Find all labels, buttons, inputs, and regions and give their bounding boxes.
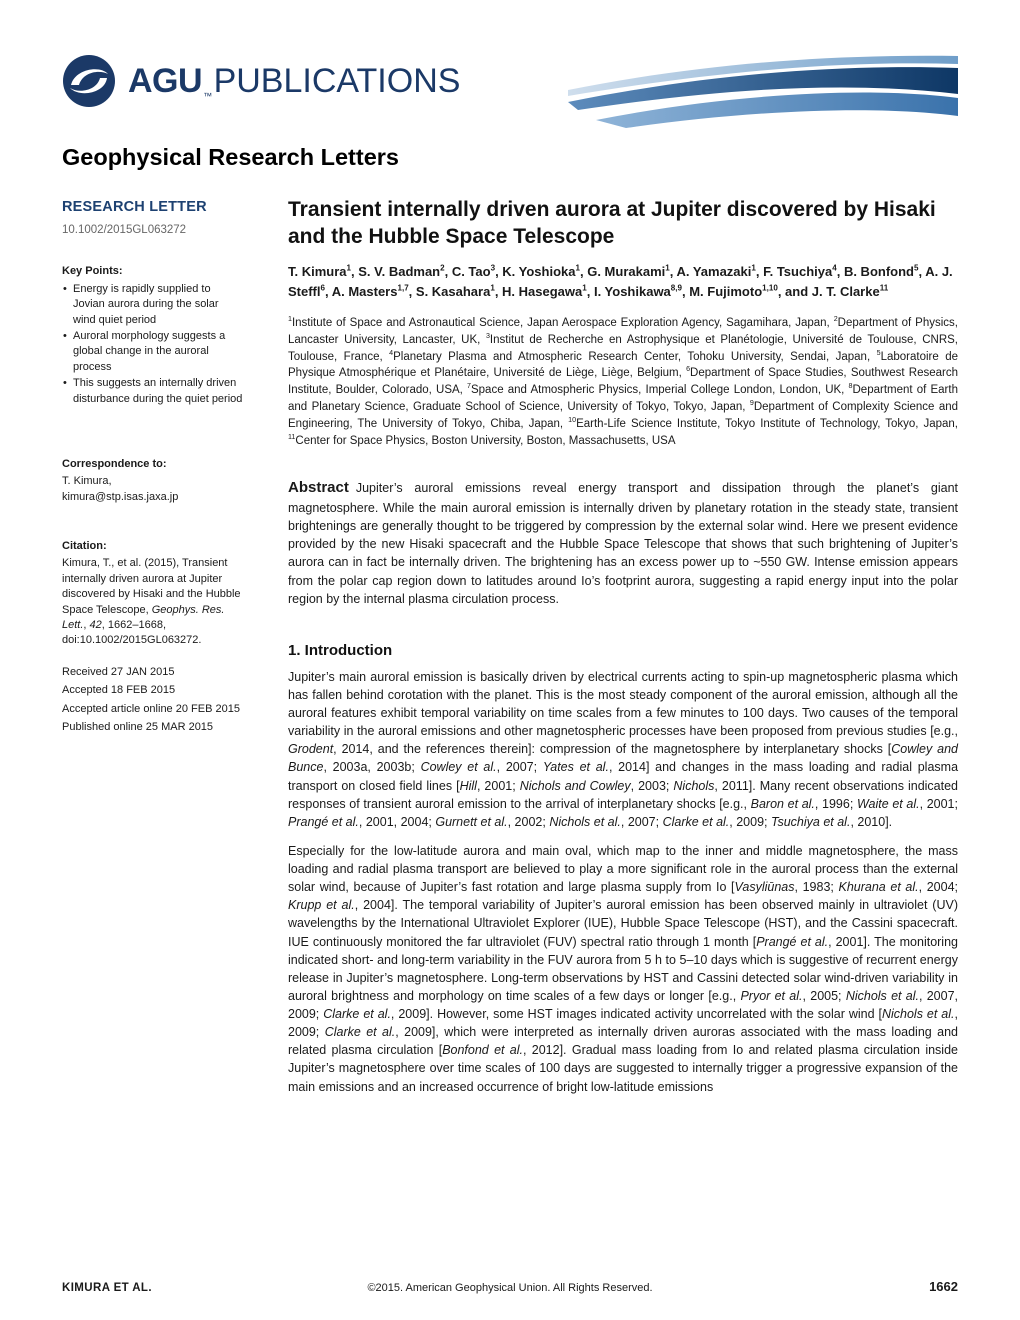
correspondence-block	[62, 457, 244, 505]
affiliations: $^1$Institute of Space and Astronautical Science, Japan Aerospace Exploration Agency, Sagamihara, Japan, $^2$Department of Physics, Lancaster University, Lancaster, UK, $^3$Institut de Recherche en Astrophysique et Planétologie, Université de Toulouse, CNRS, Toulouse, France, $^4$Planetary Plasma and Atmospheric Research Center, Tohoku University, Sendai, Japan, $^5$Laboratoire de Physique Atmosphérique et Planétaire, Université de Liège, Liège, Belgium, $^6$Department of Space Studies, Southwest Research Institute, Boulder, Colorado, USA, $^7$Space and Atmospheric Physics, Imperial College London, London, UK, $^8$Department of Earth and Planetary Science, Graduate School of Science, University of Tokyo, Tokyo, Japan, $^9$Department of Complexity Science and Engineering, The University of Tokyo, Chiba, Japan, $^{10}$Earth-Life Science Institute, Tokyo Institute of Technology, Tokyo, Japan, $^{11}$Center for Space Physics, Boston University, Boston, Massachusetts, USA	[288, 315, 959, 447]
key-point: • Auroral morphology suggests a global change in the auroral process	[62, 329, 244, 375]
citation-title: Citation:	[62, 540, 107, 553]
article-layout	[62, 197, 958, 1107]
article-info-column	[62, 197, 244, 1107]
key-point: • Energy is rapidly supplied to Jovian aurora during the solar wind quiet period	[62, 282, 244, 328]
agu-emblem-icon	[62, 54, 116, 108]
abstract	[288, 477, 958, 608]
history-date: Accepted 18 FEB 2015	[62, 684, 176, 697]
abstract-label: Abstract	[288, 479, 349, 497]
page-number: 1662	[929, 1279, 958, 1294]
correspondence-name: T. Kimura,	[62, 475, 112, 488]
history-date: Published online 25 MAR 2015	[62, 720, 214, 733]
introduction-paragraphs	[288, 668, 958, 1096]
key-point: • This suggests an internally driven disturbance during the quiet period	[62, 376, 244, 407]
trademark-symbol: ™	[203, 90, 213, 101]
article-title: Transient internally driven aurora at Jupiter discovered by Hisaki and the Hubble Space Telescope	[288, 198, 936, 248]
citation-text: Kimura, T., et al. (2015), Transient internally driven aurora at Jupiter discovered by Hisaki and the Hubble Space Telescope, Geophys. Res. Lett., 42, 1662–1668, doi:10.1002/2015GL063272.	[62, 557, 241, 647]
agu-logo	[62, 54, 460, 108]
journal-title: Geophysical Research Letters	[62, 144, 399, 170]
article-body-column	[288, 197, 958, 1107]
brand-agu-text: AGU	[128, 61, 203, 100]
key-points-list	[62, 282, 244, 407]
cover-swoosh-graphic	[568, 48, 958, 134]
body-paragraph: Jupiter’s main auroral emission is basically driven by electrical currents acting to spin-up magnetospheric plasma which has fallen behind corotation with the planet. This is the most steady component of the auroral emission, although all the auroral features exhibit temporal variability on time scales from a few minutes to 100 days. Two causes of the temporal variability in the auroral emissions and other magnetospheric processes have been proposed from previous studies [e.g., Grodent, 2014, and the references therein]: compression of the magnetosphere by interplanetary shocks [Cowley and Bunce, 2003a, 2003b; Cowley et al., 2007; Yates et al., 2014] and changes in the mass loading and radial plasma transport on closed field lines [Hill, 2001; Nichols and Cowley, 2003; Nichols, 2011]. Many recent observations indicated responses of transient auroral emission to the arrival of interplanetary shocks [e.g., Baron et al., 1996; Waite et al., 2001; Prangé et al., 2001, 2004; Gurnett et al., 2002; Nichols et al., 2007; Clarke et al., 2009; Tsuchiya et al., 2010].	[288, 669, 959, 829]
correspondence-email[interactable]: kimura@stp.isas.jaxa.jp	[62, 490, 179, 503]
copyright-notice: ©2015. American Geophysical Union. All Rights Reserved.	[367, 1282, 653, 1294]
key-points-title: Key Points:	[62, 265, 123, 278]
history-date: Received 27 JAN 2015	[62, 665, 175, 678]
brand-wordmark	[128, 62, 460, 101]
abstract-text: Jupiter’s auroral emissions reveal energy transport and dissipation through the planet’s giant magnetosphere. While the main auroral emission is internally driven by planetary rotation in the steady state, transient brightenings are generally thought to be triggered by compression by the external solar wind. Here we present evidence provided by the new Hisaki spacecraft and the Hubble Space Telescope that shows that such brightening of Jupiter’s aurora can in fact be internally driven. The brightening has an excess power up to ~550 GW. Intense emission appears from the polar cap region down to latitudes around Io’s footprint aurora, suggesting a rapid energy input into the polar region by the internal plasma circulation process.	[288, 481, 958, 606]
correspondence-title: Correspondence to:	[62, 457, 167, 470]
citation-block	[62, 539, 244, 649]
running-head-authors: KIMURA ET AL.	[62, 1282, 152, 1294]
section-title-introduction: 1. Introduction	[288, 641, 393, 659]
page-footer	[62, 1279, 958, 1294]
brand-publications-text: PUBLICATIONS	[213, 61, 461, 100]
history-dates	[62, 665, 244, 736]
key-points-block	[62, 264, 244, 407]
history-date: Accepted article online 20 FEB 2015	[62, 702, 240, 715]
doi-text: 10.1002/2015GL063272	[62, 224, 187, 237]
masthead	[62, 48, 958, 134]
author-list: T. Kimura$^1$, S. V. Badman$^2$, C. Tao$^3$, K. Yoshioka$^1$, G. Murakami$^1$, A. Yamazaki$^1$, F. Tsuchiya$^4$, B. Bonfond$^5$, A. J. Steffl$^6$, A. Masters$^{1,7}$, S. Kasahara$^1$, H. Hasegawa$^1$, I. Yoshikawa$^{8,9}$, M. Fujimoto$^{1,10}$, and J. T. Clarke$^{11}$	[288, 263, 953, 299]
body-paragraph: Especially for the low-latitude aurora and main oval, which map to the inner and middle magnetosphere, the mass loading and radial plasma transport are believed to play a more significant role in the auroral process than the external solar wind, because of Jupiter’s fast rotation and large plasma supply from Io [Vasyliūnas, 1983; Khurana et al., 2004; Krupp et al., 2004]. The temporal variability of Jupiter’s auroral emission has been observed mainly in ultraviolet (UV) wavelengths by the International Ultraviolet Explorer (IUE), Hubble Space Telescope (HST), and the Cassini spacecraft. IUE continuously monitored the far ultraviolet (FUV) spectral ratio through 1 month [Prangé et al., 2001]. The monitoring indicated short- and long-term variability in the FUV aurora from 5 h to 5–10 days which is suggestive of recurrent energy release in Jupiter’s magnetosphere. Long-term observations by HST and Cassini detected solar wind-driven variability in auroral brightness and morphology on time scales of a few days or longer [e.g., Pryor et al., 2005; Nichols et al., 2007, 2009; Clarke et al., 2009]. However, some HST images indicated activity uncorrelated with the solar wind [Nichols et al., 2009; Clarke et al., 2009], which were interpreted as internally driven auroras associated with the mass loading and related plasma circulation [Bonfond et al., 2012]. Gradual mass loading from Io and related plasma circulation inside Jupiter’s magnetosphere over time scales of 100 days are suggested to internally trigger a progressive expansion of the main emissions and an increased occurrence of bright low-latitude emissions	[288, 843, 959, 1094]
article-type-label: RESEARCH LETTER	[62, 199, 207, 215]
